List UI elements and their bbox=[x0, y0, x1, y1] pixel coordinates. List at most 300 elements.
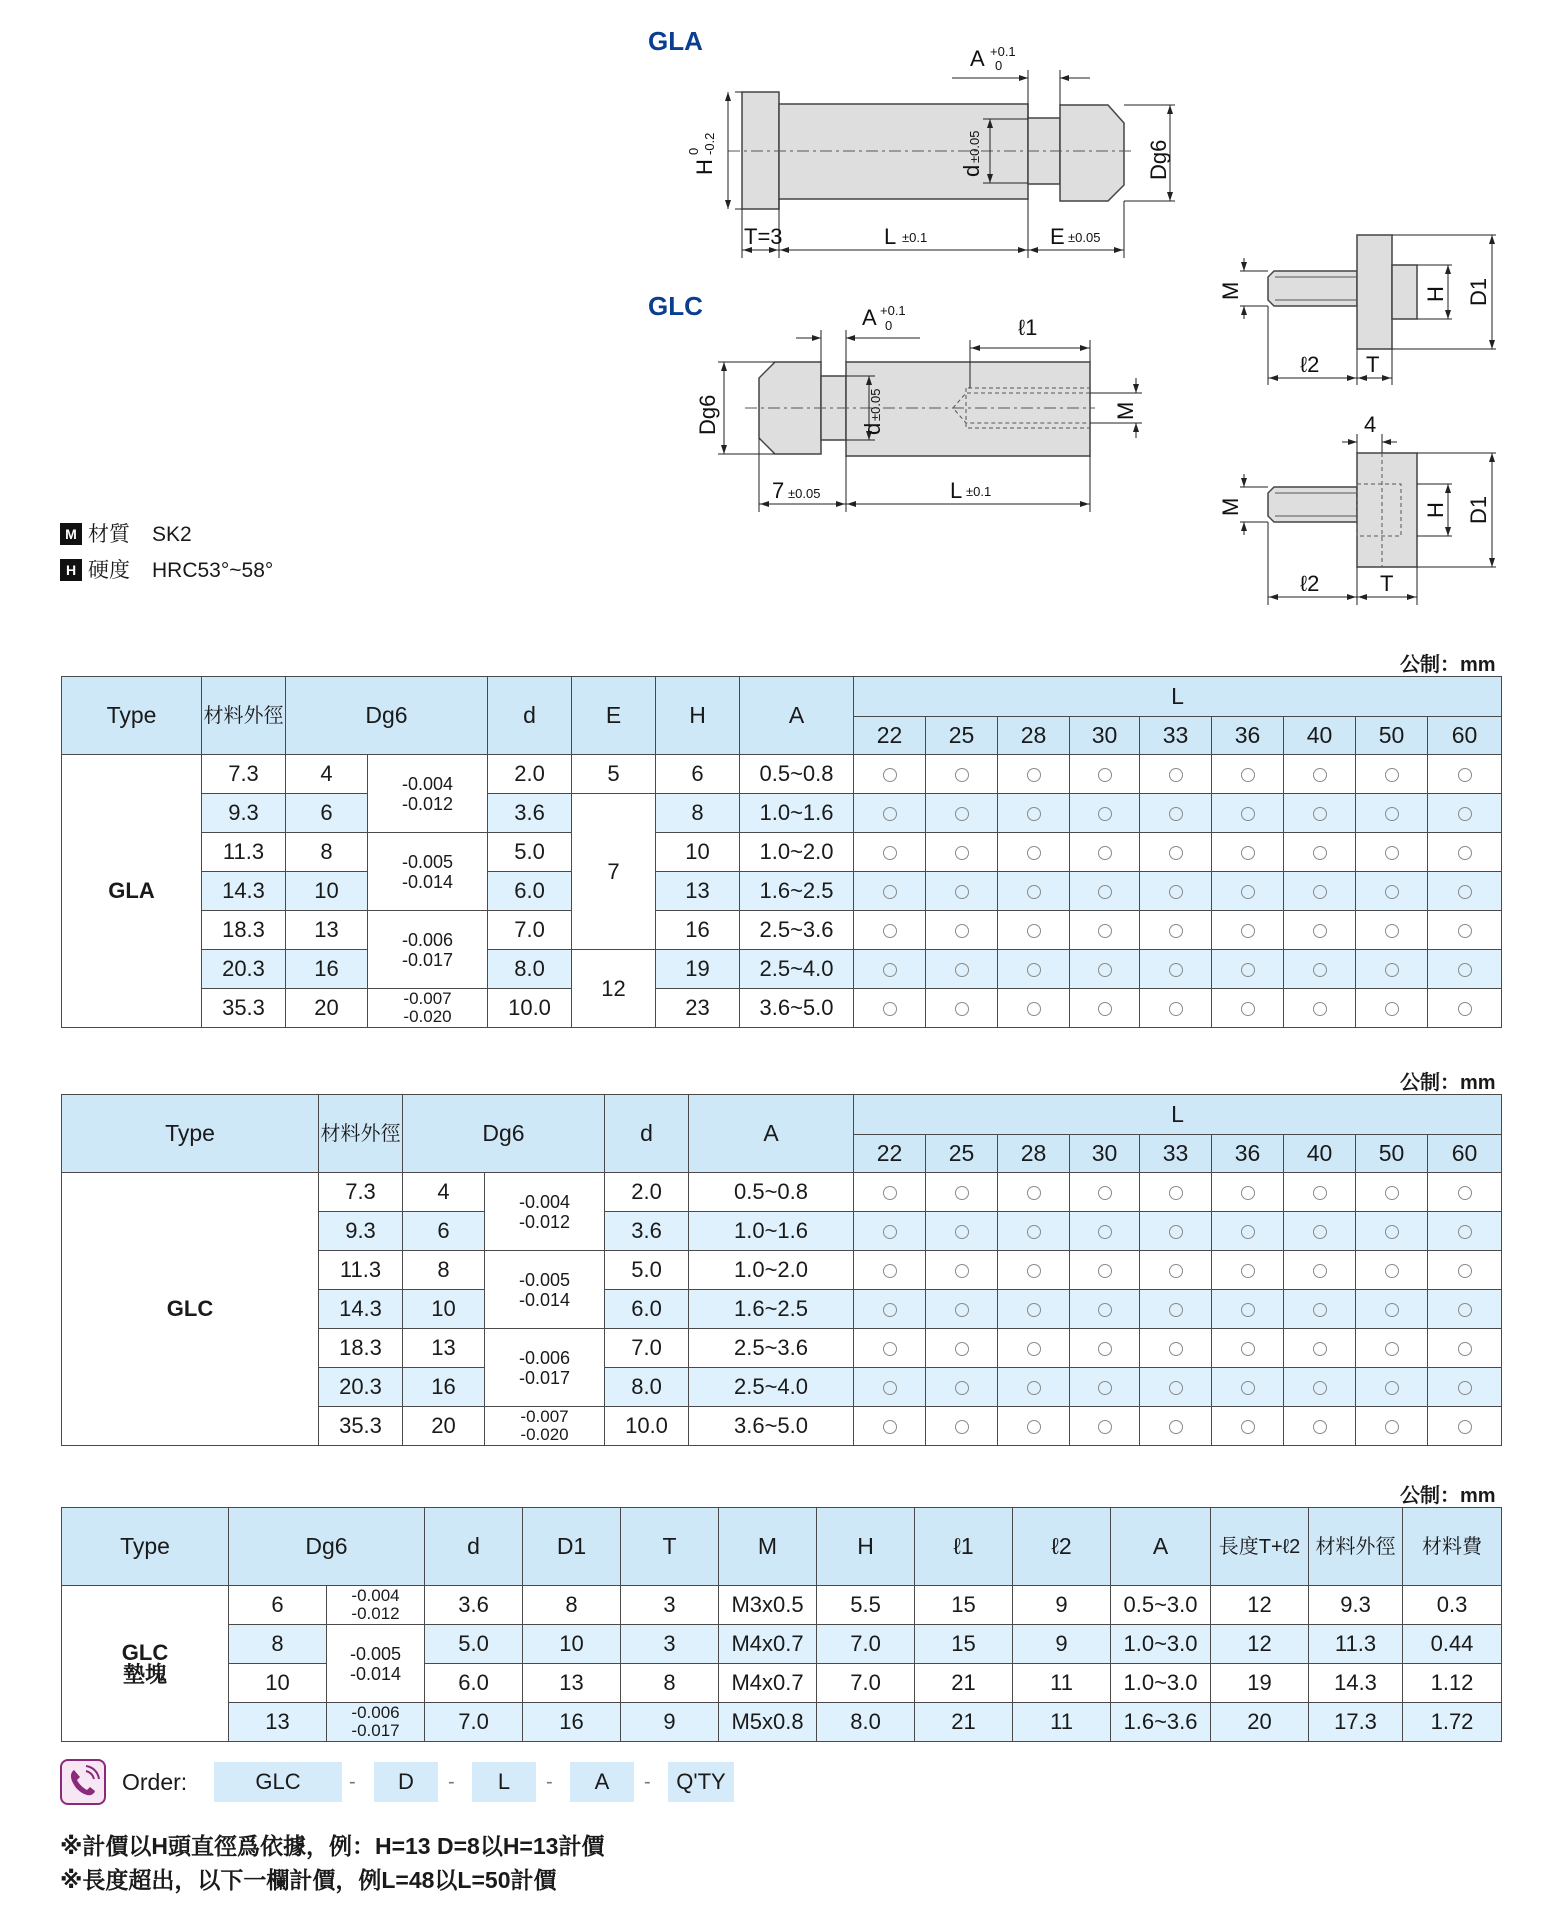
unit-label-washer: 公制：mm bbox=[1400, 1485, 1496, 1507]
availability-mark bbox=[1428, 755, 1502, 794]
d-cell: 5.0 bbox=[488, 833, 572, 872]
availability-mark bbox=[1140, 1290, 1212, 1329]
svg-text:+0.1: +0.1 bbox=[880, 303, 906, 318]
a-cell: 1.0~1.6 bbox=[689, 1212, 854, 1251]
availability-mark bbox=[1070, 872, 1140, 911]
length-col: 40 bbox=[1284, 717, 1356, 755]
svg-text:±0.1: ±0.1 bbox=[902, 230, 928, 245]
dg6-cell: 16 bbox=[286, 950, 368, 989]
availability-mark bbox=[998, 989, 1070, 1028]
availability-mark bbox=[926, 1407, 998, 1446]
circle-icon bbox=[1169, 1420, 1183, 1434]
availability-mark bbox=[1140, 1329, 1212, 1368]
length-col: 50 bbox=[1356, 717, 1428, 755]
dg6-cell: 13 bbox=[403, 1329, 485, 1368]
circle-icon bbox=[1241, 1186, 1255, 1200]
d-cell: 10.0 bbox=[488, 989, 572, 1028]
circle-icon bbox=[1098, 768, 1112, 782]
circle-icon bbox=[883, 807, 897, 821]
stock-cell: 7.3 bbox=[202, 755, 286, 794]
availability-mark bbox=[926, 1290, 998, 1329]
a-cell: 2.5~4.0 bbox=[740, 950, 854, 989]
phone-icon bbox=[62, 1761, 104, 1803]
header-l: L bbox=[854, 1095, 1502, 1135]
circle-icon bbox=[1098, 963, 1112, 977]
hardness-label: 硬度 bbox=[88, 559, 130, 582]
a-cell: 1.0~3.0 bbox=[1111, 1664, 1211, 1703]
d-cell: 5.0 bbox=[605, 1251, 689, 1290]
circle-icon bbox=[1098, 846, 1112, 860]
header-l: L bbox=[854, 677, 1502, 717]
length-col: 30 bbox=[1070, 1135, 1140, 1173]
order-field-d: D bbox=[374, 1762, 438, 1802]
tolerance-cell: -0.004 -0.012 bbox=[485, 1173, 605, 1251]
availability-mark bbox=[1428, 1173, 1502, 1212]
gla-diagram-label: GLA bbox=[648, 26, 703, 56]
circle-icon bbox=[1385, 1186, 1399, 1200]
svg-text:D1: D1 bbox=[1466, 277, 1491, 306]
circle-icon bbox=[1098, 885, 1112, 899]
svg-text:A: A bbox=[970, 46, 985, 71]
length-col: 36 bbox=[1212, 1135, 1284, 1173]
svg-text:ℓ1: ℓ1 bbox=[1018, 315, 1038, 340]
table-row bbox=[62, 755, 1502, 794]
availability-mark bbox=[1428, 1251, 1502, 1290]
svg-text:±0.05: ±0.05 bbox=[967, 130, 982, 163]
table-row bbox=[62, 872, 1502, 911]
circle-icon bbox=[1458, 963, 1472, 977]
availability-mark bbox=[1356, 1368, 1428, 1407]
stock-cell: 35.3 bbox=[319, 1407, 403, 1446]
circle-icon bbox=[1313, 1342, 1327, 1356]
availability-mark bbox=[1140, 950, 1212, 989]
stock-cell: 17.3 bbox=[1309, 1703, 1403, 1742]
availability-mark bbox=[926, 1173, 998, 1212]
availability-mark bbox=[1356, 950, 1428, 989]
circle-icon bbox=[1098, 924, 1112, 938]
svg-text:+0.1: +0.1 bbox=[990, 44, 1016, 59]
length-col: 28 bbox=[998, 717, 1070, 755]
circle-icon bbox=[1385, 924, 1399, 938]
availability-mark bbox=[998, 1173, 1070, 1212]
l1-cell: 15 bbox=[915, 1625, 1013, 1664]
l2-cell: 11 bbox=[1013, 1703, 1111, 1742]
availability-mark bbox=[1284, 1290, 1356, 1329]
header-stock: 材料外徑 bbox=[1309, 1508, 1403, 1586]
header-m: M bbox=[719, 1508, 817, 1586]
header-d: d bbox=[605, 1095, 689, 1173]
svg-text:M: M bbox=[1218, 497, 1243, 516]
circle-icon bbox=[1313, 1225, 1327, 1239]
a-cell: 0.5~0.8 bbox=[740, 755, 854, 794]
stock-cell: 9.3 bbox=[319, 1212, 403, 1251]
availability-mark bbox=[1284, 1212, 1356, 1251]
availability-mark bbox=[1212, 1368, 1284, 1407]
availability-mark bbox=[1212, 1173, 1284, 1212]
availability-mark bbox=[998, 1290, 1070, 1329]
circle-icon bbox=[1241, 1342, 1255, 1356]
dg6-cell: 6 bbox=[403, 1212, 485, 1251]
svg-text:7: 7 bbox=[772, 478, 785, 503]
availability-mark bbox=[1070, 1251, 1140, 1290]
order-field-qty: Q'TY bbox=[668, 1762, 734, 1802]
availability-mark bbox=[998, 833, 1070, 872]
circle-icon bbox=[1027, 924, 1041, 938]
availability-mark bbox=[1140, 911, 1212, 950]
availability-mark bbox=[854, 911, 926, 950]
unit-label-gla: 公制：mm bbox=[1400, 654, 1496, 676]
availability-mark bbox=[1070, 1290, 1140, 1329]
hardness-badge: H bbox=[60, 559, 82, 581]
circle-icon bbox=[955, 1264, 969, 1278]
t-cell: 3 bbox=[621, 1625, 719, 1664]
length-col: 36 bbox=[1212, 717, 1284, 755]
availability-mark bbox=[854, 989, 926, 1028]
circle-icon bbox=[1385, 1342, 1399, 1356]
circle-icon bbox=[1313, 1303, 1327, 1317]
l1-cell: 15 bbox=[915, 1586, 1013, 1625]
material-label: 材質 bbox=[88, 523, 130, 546]
svg-text:H: H bbox=[692, 159, 717, 175]
a-cell: 1.0~1.6 bbox=[740, 794, 854, 833]
availability-mark bbox=[1428, 833, 1502, 872]
svg-text:±0.05: ±0.05 bbox=[788, 486, 821, 501]
circle-icon bbox=[1169, 1002, 1183, 1016]
header-d: d bbox=[425, 1508, 523, 1586]
order-separator: - bbox=[644, 1771, 651, 1793]
stock-cell: 14.3 bbox=[1309, 1664, 1403, 1703]
svg-text:H: H bbox=[1423, 286, 1448, 302]
stock-cell: 7.3 bbox=[319, 1173, 403, 1212]
availability-mark bbox=[1356, 989, 1428, 1028]
availability-mark bbox=[1284, 911, 1356, 950]
availability-mark bbox=[1212, 1212, 1284, 1251]
circle-icon bbox=[883, 1225, 897, 1239]
a-cell: 1.6~3.6 bbox=[1111, 1703, 1211, 1742]
stock-cell: 18.3 bbox=[319, 1329, 403, 1368]
circle-icon bbox=[1241, 1381, 1255, 1395]
circle-icon bbox=[1027, 1002, 1041, 1016]
circle-icon bbox=[1458, 924, 1472, 938]
availability-mark bbox=[1356, 755, 1428, 794]
h-cell: 8 bbox=[656, 794, 740, 833]
h-cell: 5.5 bbox=[817, 1586, 915, 1625]
availability-mark bbox=[1428, 1329, 1502, 1368]
circle-icon bbox=[1169, 768, 1183, 782]
circle-icon bbox=[1169, 1342, 1183, 1356]
availability-mark bbox=[1284, 1329, 1356, 1368]
t-cell: 8 bbox=[621, 1664, 719, 1703]
header-stock: 材料外徑 bbox=[202, 677, 286, 755]
availability-mark bbox=[1070, 1329, 1140, 1368]
length-col: 60 bbox=[1428, 717, 1502, 755]
availability-mark bbox=[1284, 872, 1356, 911]
table-row bbox=[62, 950, 1502, 989]
circle-icon bbox=[955, 807, 969, 821]
circle-icon bbox=[1313, 924, 1327, 938]
d-cell: 5.0 bbox=[425, 1625, 523, 1664]
availability-mark bbox=[1212, 833, 1284, 872]
availability-mark bbox=[1140, 1407, 1212, 1446]
dg6-cell: 8 bbox=[403, 1251, 485, 1290]
circle-icon bbox=[955, 885, 969, 899]
dg6-cell: 6 bbox=[286, 794, 368, 833]
availability-mark bbox=[1212, 911, 1284, 950]
length-col: 25 bbox=[926, 717, 998, 755]
availability-mark bbox=[926, 1368, 998, 1407]
h-cell: 8.0 bbox=[817, 1703, 915, 1742]
svg-text:ℓ2: ℓ2 bbox=[1300, 352, 1320, 377]
a-cell: 0.5~3.0 bbox=[1111, 1586, 1211, 1625]
svg-text:0: 0 bbox=[995, 58, 1003, 73]
availability-mark bbox=[1356, 1329, 1428, 1368]
availability-mark bbox=[854, 1251, 926, 1290]
d-cell: 10.0 bbox=[605, 1407, 689, 1446]
availability-mark bbox=[1070, 989, 1140, 1028]
availability-mark bbox=[998, 1407, 1070, 1446]
svg-text:±0.1: ±0.1 bbox=[966, 484, 992, 499]
circle-icon bbox=[955, 924, 969, 938]
header-h: H bbox=[817, 1508, 915, 1586]
header-a: A bbox=[740, 677, 854, 755]
header-l2: ℓ2 bbox=[1013, 1508, 1111, 1586]
circle-icon bbox=[1458, 1002, 1472, 1016]
circle-icon bbox=[1098, 1225, 1112, 1239]
h-cell: 19 bbox=[656, 950, 740, 989]
header-d1: D1 bbox=[523, 1508, 621, 1586]
circle-icon bbox=[1313, 1420, 1327, 1434]
availability-mark bbox=[854, 1368, 926, 1407]
l1-cell: 21 bbox=[915, 1703, 1013, 1742]
e-cell: 5 bbox=[572, 755, 656, 794]
stock-cell: 14.3 bbox=[202, 872, 286, 911]
availability-mark bbox=[1140, 1368, 1212, 1407]
availability-mark bbox=[1284, 1251, 1356, 1290]
header-d: d bbox=[488, 677, 572, 755]
d-cell: 2.0 bbox=[488, 755, 572, 794]
circle-icon bbox=[1169, 1303, 1183, 1317]
circle-icon bbox=[1098, 1420, 1112, 1434]
d-cell: 8.0 bbox=[488, 950, 572, 989]
svg-text:T=3: T=3 bbox=[744, 224, 783, 249]
m-cell: M5x0.8 bbox=[719, 1703, 817, 1742]
availability-mark bbox=[998, 755, 1070, 794]
type-cell: GLC 墊塊 bbox=[62, 1586, 229, 1742]
circle-icon bbox=[1458, 1225, 1472, 1239]
availability-mark bbox=[1356, 1407, 1428, 1446]
l2-cell: 9 bbox=[1013, 1586, 1111, 1625]
circle-icon bbox=[1027, 1303, 1041, 1317]
l2-cell: 9 bbox=[1013, 1625, 1111, 1664]
cost-cell: 1.72 bbox=[1403, 1703, 1502, 1742]
availability-mark bbox=[1356, 1251, 1428, 1290]
svg-text:L: L bbox=[884, 224, 897, 249]
circle-icon bbox=[883, 1381, 897, 1395]
availability-mark bbox=[854, 1290, 926, 1329]
circle-icon bbox=[1169, 924, 1183, 938]
circle-icon bbox=[955, 1225, 969, 1239]
cost-cell: 0.3 bbox=[1403, 1586, 1502, 1625]
dg6-cell: 13 bbox=[286, 911, 368, 950]
circle-icon bbox=[1169, 807, 1183, 821]
t-cell: 3 bbox=[621, 1586, 719, 1625]
header-l1: ℓ1 bbox=[915, 1508, 1013, 1586]
availability-mark bbox=[1140, 989, 1212, 1028]
circle-icon bbox=[1098, 1264, 1112, 1278]
dg6-cell: 13 bbox=[229, 1703, 327, 1742]
h-cell: 7.0 bbox=[817, 1664, 915, 1703]
availability-mark bbox=[998, 1329, 1070, 1368]
availability-mark bbox=[854, 872, 926, 911]
header-h: H bbox=[656, 677, 740, 755]
circle-icon bbox=[883, 1186, 897, 1200]
availability-mark bbox=[1428, 950, 1502, 989]
circle-icon bbox=[1027, 1342, 1041, 1356]
circle-icon bbox=[1027, 885, 1041, 899]
availability-mark bbox=[1212, 794, 1284, 833]
stock-cell: 18.3 bbox=[202, 911, 286, 950]
circle-icon bbox=[883, 768, 897, 782]
svg-text:M: M bbox=[1113, 401, 1138, 420]
a-cell: 1.0~2.0 bbox=[689, 1251, 854, 1290]
circle-icon bbox=[1313, 885, 1327, 899]
svg-text:d: d bbox=[959, 164, 984, 177]
length-col: 28 bbox=[998, 1135, 1070, 1173]
length-col: 33 bbox=[1140, 1135, 1212, 1173]
circle-icon bbox=[1098, 807, 1112, 821]
svg-text:0: 0 bbox=[885, 318, 893, 333]
material-badge: M bbox=[60, 523, 82, 545]
availability-mark bbox=[1356, 794, 1428, 833]
circle-icon bbox=[955, 1381, 969, 1395]
circle-icon bbox=[955, 768, 969, 782]
h-cell: 23 bbox=[656, 989, 740, 1028]
type-cell: GLC bbox=[62, 1173, 319, 1446]
circle-icon bbox=[1313, 1002, 1327, 1016]
svg-text:M: M bbox=[1218, 281, 1243, 300]
circle-icon bbox=[1027, 1381, 1041, 1395]
availability-mark bbox=[926, 950, 998, 989]
tolerance-cell: -0.004 -0.012 bbox=[368, 755, 488, 833]
circle-icon bbox=[1385, 768, 1399, 782]
d1-cell: 8 bbox=[523, 1586, 621, 1625]
circle-icon bbox=[883, 1303, 897, 1317]
availability-mark bbox=[998, 872, 1070, 911]
availability-mark bbox=[1212, 1407, 1284, 1446]
order-field-l: L bbox=[472, 1762, 536, 1802]
availability-mark bbox=[1356, 1173, 1428, 1212]
circle-icon bbox=[1458, 1381, 1472, 1395]
length-col: 60 bbox=[1428, 1135, 1502, 1173]
availability-mark bbox=[1070, 794, 1140, 833]
length-col: 33 bbox=[1140, 717, 1212, 755]
availability-mark bbox=[1070, 755, 1140, 794]
d-cell: 7.0 bbox=[605, 1329, 689, 1368]
circle-icon bbox=[1027, 1225, 1041, 1239]
stock-cell: 11.3 bbox=[319, 1251, 403, 1290]
header-type: Type bbox=[62, 677, 202, 755]
length-cell: 19 bbox=[1211, 1664, 1309, 1703]
availability-mark bbox=[926, 755, 998, 794]
availability-mark bbox=[854, 833, 926, 872]
stock-cell: 11.3 bbox=[202, 833, 286, 872]
svg-text:T: T bbox=[1380, 571, 1394, 596]
availability-mark bbox=[854, 1407, 926, 1446]
circle-icon bbox=[1241, 807, 1255, 821]
pricing-note: ※計價以H頭直徑爲依據，例：H=13 D=8以H=13計價 bbox=[60, 1833, 605, 1859]
stock-cell: 20.3 bbox=[202, 950, 286, 989]
circle-icon bbox=[883, 885, 897, 899]
availability-mark bbox=[1428, 1290, 1502, 1329]
circle-icon bbox=[1098, 1381, 1112, 1395]
dg6-cell: 10 bbox=[286, 872, 368, 911]
order-separator: - bbox=[448, 1771, 455, 1793]
availability-mark bbox=[998, 1212, 1070, 1251]
availability-mark bbox=[1428, 1212, 1502, 1251]
circle-icon bbox=[883, 846, 897, 860]
availability-mark bbox=[926, 1251, 998, 1290]
a-cell: 2.5~3.6 bbox=[689, 1329, 854, 1368]
circle-icon bbox=[1169, 1186, 1183, 1200]
header-dg6: Dg6 bbox=[286, 677, 488, 755]
circle-icon bbox=[1169, 1381, 1183, 1395]
d-cell: 3.6 bbox=[425, 1586, 523, 1625]
availability-mark bbox=[1428, 911, 1502, 950]
availability-mark bbox=[1356, 833, 1428, 872]
d-cell: 6.0 bbox=[488, 872, 572, 911]
availability-mark bbox=[1070, 1368, 1140, 1407]
d-cell: 3.6 bbox=[605, 1212, 689, 1251]
availability-mark bbox=[854, 1212, 926, 1251]
dg6-cell: 6 bbox=[229, 1586, 327, 1625]
a-cell: 3.6~5.0 bbox=[689, 1407, 854, 1446]
availability-mark bbox=[1428, 794, 1502, 833]
availability-mark bbox=[926, 1329, 998, 1368]
circle-icon bbox=[1241, 1225, 1255, 1239]
svg-text:0: 0 bbox=[686, 147, 701, 155]
header-cost: 材料費 bbox=[1403, 1508, 1502, 1586]
d-cell: 7.0 bbox=[425, 1703, 523, 1742]
header-dg6: Dg6 bbox=[403, 1095, 605, 1173]
hardness-value: HRC53°~58° bbox=[152, 559, 274, 582]
svg-text:4: 4 bbox=[1364, 412, 1377, 437]
tolerance-cell: -0.006 -0.017 bbox=[368, 911, 488, 989]
h-cell: 10 bbox=[656, 833, 740, 872]
circle-icon bbox=[1241, 1420, 1255, 1434]
svg-text:L: L bbox=[950, 478, 963, 503]
length-col: 22 bbox=[854, 717, 926, 755]
svg-text:Dg6: Dg6 bbox=[1146, 139, 1171, 180]
unit-label-glc: 公制：mm bbox=[1400, 1072, 1496, 1094]
availability-mark bbox=[926, 911, 998, 950]
h-cell: 16 bbox=[656, 911, 740, 950]
availability-mark bbox=[1284, 755, 1356, 794]
table-row bbox=[62, 989, 1502, 1028]
material-info bbox=[60, 518, 273, 590]
material-row bbox=[60, 518, 273, 554]
length-col: 40 bbox=[1284, 1135, 1356, 1173]
availability-mark bbox=[1284, 950, 1356, 989]
d-cell: 6.0 bbox=[605, 1290, 689, 1329]
circle-icon bbox=[1098, 1303, 1112, 1317]
circle-icon bbox=[1098, 1186, 1112, 1200]
tolerance-cell: -0.005 -0.014 bbox=[485, 1251, 605, 1329]
stock-cell: 20.3 bbox=[319, 1368, 403, 1407]
availability-mark bbox=[854, 950, 926, 989]
washer-drawing-2 bbox=[1268, 453, 1417, 567]
circle-icon bbox=[1241, 1264, 1255, 1278]
washer-drawing-1 bbox=[1268, 235, 1417, 349]
